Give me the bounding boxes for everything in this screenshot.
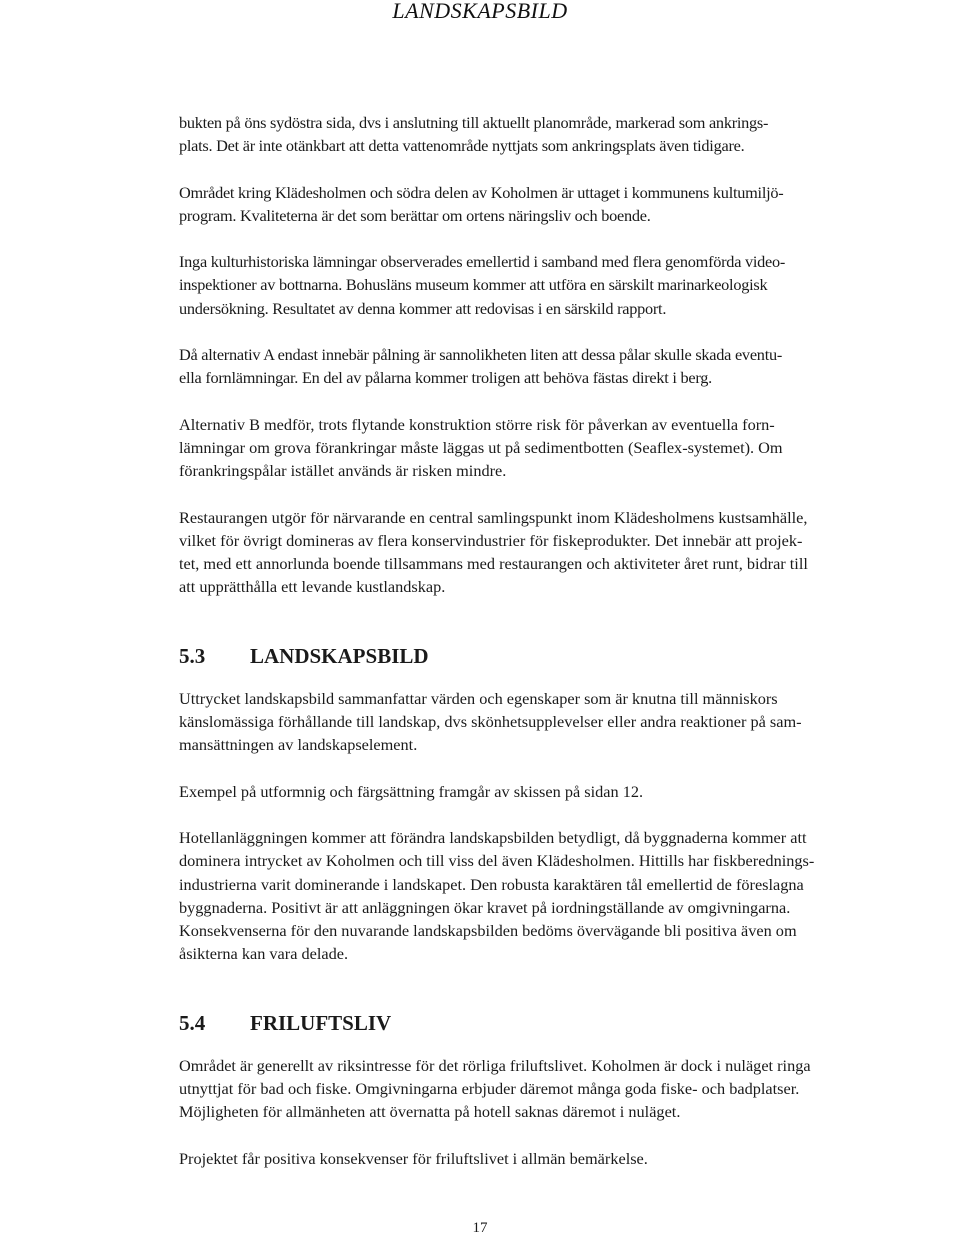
page-content xyxy=(179,111,881,1193)
paragraph-kulturmiljoprogram: Området kring Klädesholmen och södra delen av Koholmen är uttaget i kommunens kultumiljö- program. Kvaliteterna är det som berättar om ortens näringsliv och boende. xyxy=(179,182,784,225)
section-title: LANDSKAPSBILD xyxy=(250,643,429,668)
paragraph-ankringsplats: bukten på öns sydöstra sida, dvs i anslutning till aktuellt planområde, markerad som ankrings- plats. Det är inte otänkbart att detta vattenområde nyttjats som ankringsplats även tidigare. xyxy=(179,113,769,156)
paragraph-alternativ-b: Alternativ B medför, trots flytande konstruktion större risk för påverkan av eventuella forn- lämningar om grova förankringar måste läggas ut på sedimentbotten (Seaflex-systemet). Om förankringspålar istället används är risken mindre. xyxy=(179,414,783,481)
paragraph-skiss-reference: Exempel på utformnig och färgsättning framgår av skissen på sidan 12. xyxy=(179,781,644,801)
paragraph-videoinspektioner: Inga kulturhistoriska lämningar observerades emellertid i samband med flera genomförda video- inspektioner av bottnarna. Bohusläns museum kommer att utföra en särskilt marinarkeologisk undersökning. Resultatet av denna kommer att redovisas i en särskild rapport. xyxy=(179,252,786,318)
section-heading-landskapsbild xyxy=(179,643,881,669)
section-number: 5.3 xyxy=(179,643,206,668)
section-number: 5.4 xyxy=(179,1010,206,1035)
paragraph-landskapsbild-definition: Uttrycket landskapsbild sammanfattar värden och egenskaper som är knutna till människors känslomässiga förhållande till landskap, dvs skönhetsupplevelser eller andra reaktioner på sam- mansättningen av landskapselement. xyxy=(179,688,802,755)
section-heading-friluftsliv xyxy=(179,1010,881,1036)
page-number: 17 xyxy=(472,1220,488,1236)
section-title: FRILUFTSLIV xyxy=(250,1010,392,1035)
paragraph-riksintresse: Området är generellt av riksintresse för det rörliga friluftslivet. Koholmen är dock i nuläget ringa utnyttjat för bad och fiske. Omgivningarna erbjuder däremot många goda fiske- och badplatser. Möjligheten för allmänheten att övernatta på hotell saknas däremot i nuläget. xyxy=(179,1055,811,1122)
paragraph-restaurangen: Restaurangen utgör för närvarande en central samlingspunkt inom Klädesholmens kustsamhälle, vilket för övrigt domineras av flera konservindustrier för fiskeprodukter. Det innebär att projek- tet, med ett annorlunda boende tillsammans med restaurangen och aktiviteter året runt, bidrar till att upprätthålla ett levande kustlandskap. xyxy=(179,507,808,597)
paragraph-hotellanlaggningen: Hotellanläggningen kommer att förändra landskapsbilden betydligt, då byggnaderna kommer att dominera intrycket av Koholmen och till viss del även Klädesholmen. Hittills har fiskberednings- industrierna varit dominerande i landskapet. Den robusta karaktären tål emellertid de föreslagna byggnaderna. Positivt är att anläggningen ökar kravet på iordningställande av omgivningarna. Konsekvenserna för den nuvarande landskapsbilden bedöms övervägande bli positiva även om åsikterna kan vara delade. xyxy=(179,827,815,964)
paragraph-konsekvenser-friluftsliv: Projektet får positiva konsekvenser för friluftslivet i allmän bemärkelse. xyxy=(179,1148,648,1168)
running-header: LANDSKAPSBILD xyxy=(392,0,568,23)
paragraph-alternativ-a: Då alternativ A endast innebär pålning är sannolikheten liten att dessa pålar skulle skada eventu- ella fornlämningar. En del av pålarna kommer troligen att behöva fästas direkt i berg. xyxy=(179,345,783,388)
